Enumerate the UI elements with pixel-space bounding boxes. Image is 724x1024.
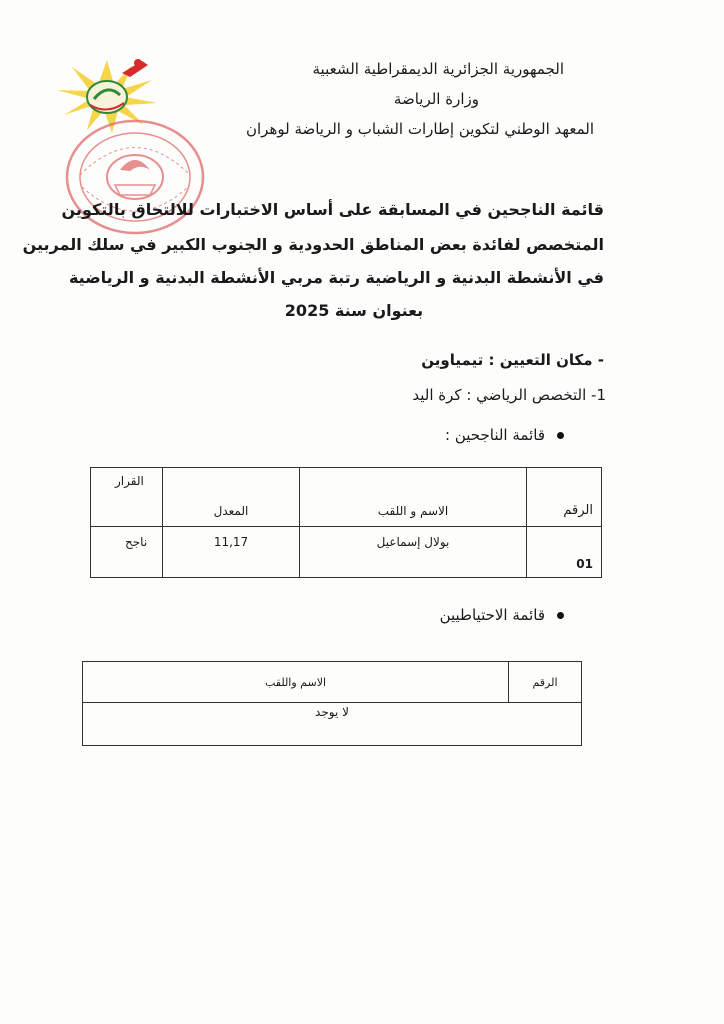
cell-name: بولال إسماعيل	[300, 527, 527, 578]
header-ministry: وزارة الرياضة	[393, 90, 479, 108]
cell-average: 11,17	[163, 527, 300, 578]
title-year: بعنوان سنة 2025	[284, 301, 424, 320]
col-number: الرقم	[527, 468, 602, 527]
col-number: الرقم	[509, 662, 582, 703]
successful-table	[90, 467, 602, 578]
title-line-2: المتخصص لفائدة بعض المناطق الحدودية و الجنوب الكبير في سلك المربين	[22, 235, 604, 254]
cell-number: 01	[527, 527, 602, 578]
bullet-icon	[557, 612, 564, 619]
empty-cell: لا يوجد	[83, 703, 582, 746]
sport-specialty: 1- التخصص الرياضي : كرة اليد	[412, 386, 606, 404]
bullet-icon	[557, 432, 564, 439]
assignment-place: - مكان التعيين : تيمياوين	[421, 351, 604, 369]
header-institute: المعهد الوطني لتكوين إطارات الشباب و الرياضة لوهران	[245, 120, 594, 138]
table-header-row	[83, 662, 582, 703]
official-stamp	[60, 115, 210, 240]
cell-decision: ناجح	[91, 527, 163, 578]
reserves-heading: قائمة الاحتياطيين	[440, 606, 564, 624]
successful-heading: قائمة الناجحين :	[445, 426, 564, 444]
title-line-3: في الأنشطة البدنية و الرياضية رتبة مربي الأنشطة البدنية و الرياضية	[68, 268, 604, 287]
table-row	[91, 527, 602, 578]
header-republic: الجمهورية الجزائرية الديمقراطية الشعبية	[312, 60, 564, 78]
col-name: الاسم و اللقب	[300, 468, 527, 527]
col-average: المعدل	[163, 468, 300, 527]
table-header-row	[91, 468, 602, 527]
col-decision: القرار	[91, 468, 163, 527]
reserves-table	[82, 661, 582, 746]
table-row	[83, 703, 582, 746]
col-name: الاسم واللقب	[83, 662, 509, 703]
title-line-1: قائمة الناجحين في المسابقة على أساس الاختبارات للالتحاق بالتكوين	[61, 200, 604, 219]
